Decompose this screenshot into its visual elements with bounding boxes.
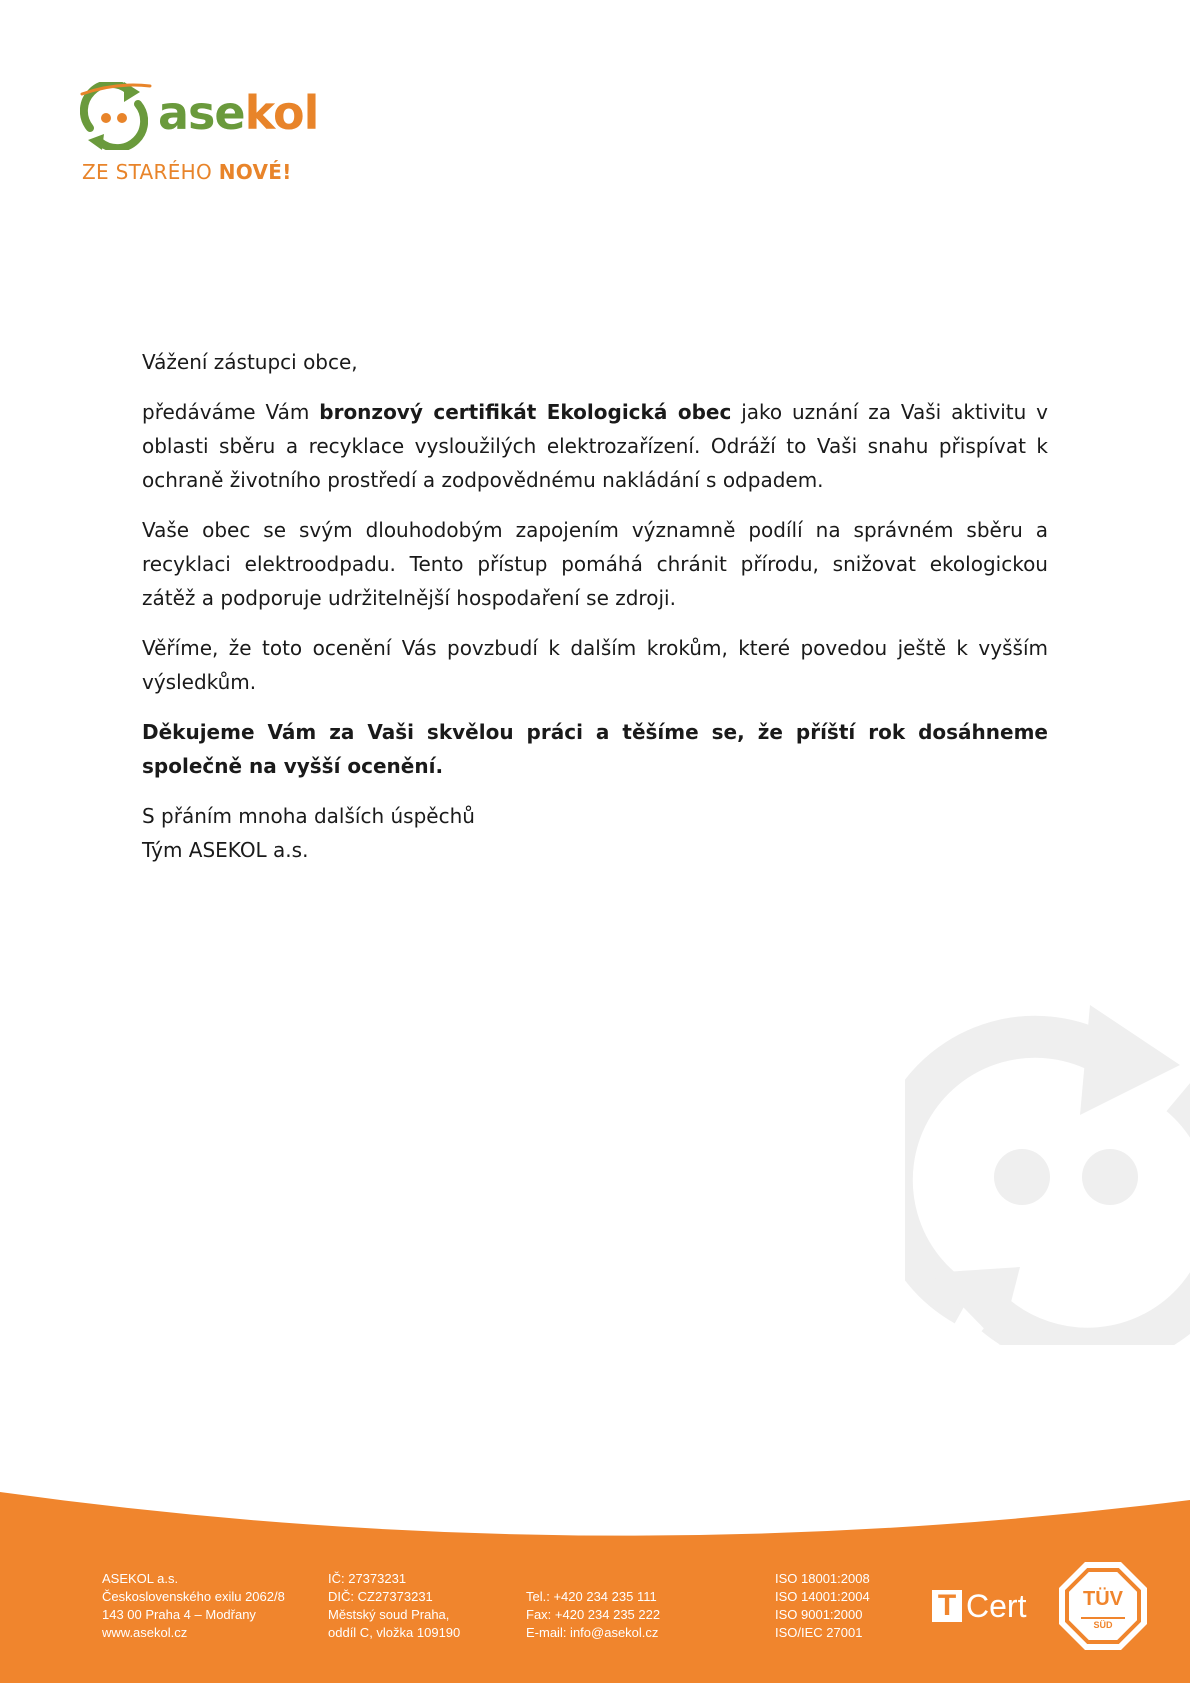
footer-address-street: Československého exilu 2062/8 [102,1589,285,1604]
paragraph-1 [142,395,1048,497]
tagline-bold: NOVÉ! [218,160,292,184]
asekol-logo [80,82,319,202]
closing-line-1: S přáním mnoha dalších úspěchů [142,804,475,828]
signature: Tým ASEKOL a.s. [142,838,309,862]
paragraph-2: Vaše obec se svým dlouhodobým zapojením významně podílí na správném sběru a recyklaci elektroodpadu. Tento přístup pomáhá chránit přírodu, snižovat ekologickou zátěž a podporuje udržitelnější hospodaření se zdroji. [142,518,1048,610]
tagline-swoosh [80,82,152,96]
certificate-name: bronzový certifikát Ekologická obec [319,400,732,424]
thanks-bold: Děkujeme Vám za Vaši skvělou práci a těšíme se, že příští rok dosáhneme společně na vyšší ocenění. [142,720,1048,778]
footer-website-link[interactable]: www.asekol.cz [102,1625,188,1640]
tcert-logo [932,1588,1028,1632]
logo-wordmark [158,86,319,140]
footer-iso-4: ISO/IEC 27001 [775,1625,863,1640]
paragraph-4 [142,715,1048,783]
footer-iso-1: ISO 18001:2008 [775,1571,870,1586]
footer-fax: Fax: +420 234 235 222 [526,1607,661,1622]
footer-company [102,1570,285,1642]
footer-iso-3: ISO 9001:2000 [775,1607,863,1622]
footer-wave [0,1480,1190,1570]
footer-ic: IČ: 27373231 [328,1571,407,1586]
footer [0,1560,1190,1683]
footer-dic: DIČ: CZ27373231 [328,1589,433,1604]
footer-court: Městský soud Praha, [328,1607,450,1622]
letter-body [142,345,1048,883]
logo-text-green: ase [158,86,245,140]
recycle-watermark-icon [905,1005,1190,1345]
footer-registration [328,1570,460,1642]
closing [142,799,1048,867]
footer-iso-list [775,1570,870,1642]
footer-phone: Tel.: +420 234 235 111 [526,1589,657,1604]
footer-address-city: 143 00 Praha 4 – Modřany [102,1607,256,1622]
tuv-text: TÜV [1083,1588,1123,1610]
logo-text-orange: kol [244,86,319,140]
footer-email-link[interactable]: E-mail: info@asekol.cz [526,1625,659,1640]
tcert-letter: T [932,1590,962,1622]
footer-iso-2: ISO 14001:2004 [775,1589,870,1604]
footer-court-section: oddíl C, vložka 109190 [328,1625,461,1640]
logo-tagline [82,160,292,184]
p1-before: předáváme Vám [142,400,320,424]
footer-company-name: ASEKOL a.s. [102,1571,179,1586]
tcert-word: Cert [966,1588,1027,1624]
tagline-regular: ZE STARÉHO [82,160,219,184]
p1-after: jako uznání za Vaši aktivitu v oblasti sběru a recyklace vysloužilých elektrozařízení. Odráží to Vaši snahu přispívat k ochraně životního prostředí a zodpovědnému nakládání s odpadem. [142,400,1048,492]
tuv-sud-badge [1057,1560,1149,1652]
salutation: Vážení zástupci obce, [142,350,358,374]
footer-contact [526,1588,660,1642]
paragraph-3: Věříme, že toto ocenění Vás povzbudí k dalším krokům, které povedou ještě k vyšším výsledkům. [142,636,1048,694]
sud-text: SÜD [1093,1620,1113,1630]
